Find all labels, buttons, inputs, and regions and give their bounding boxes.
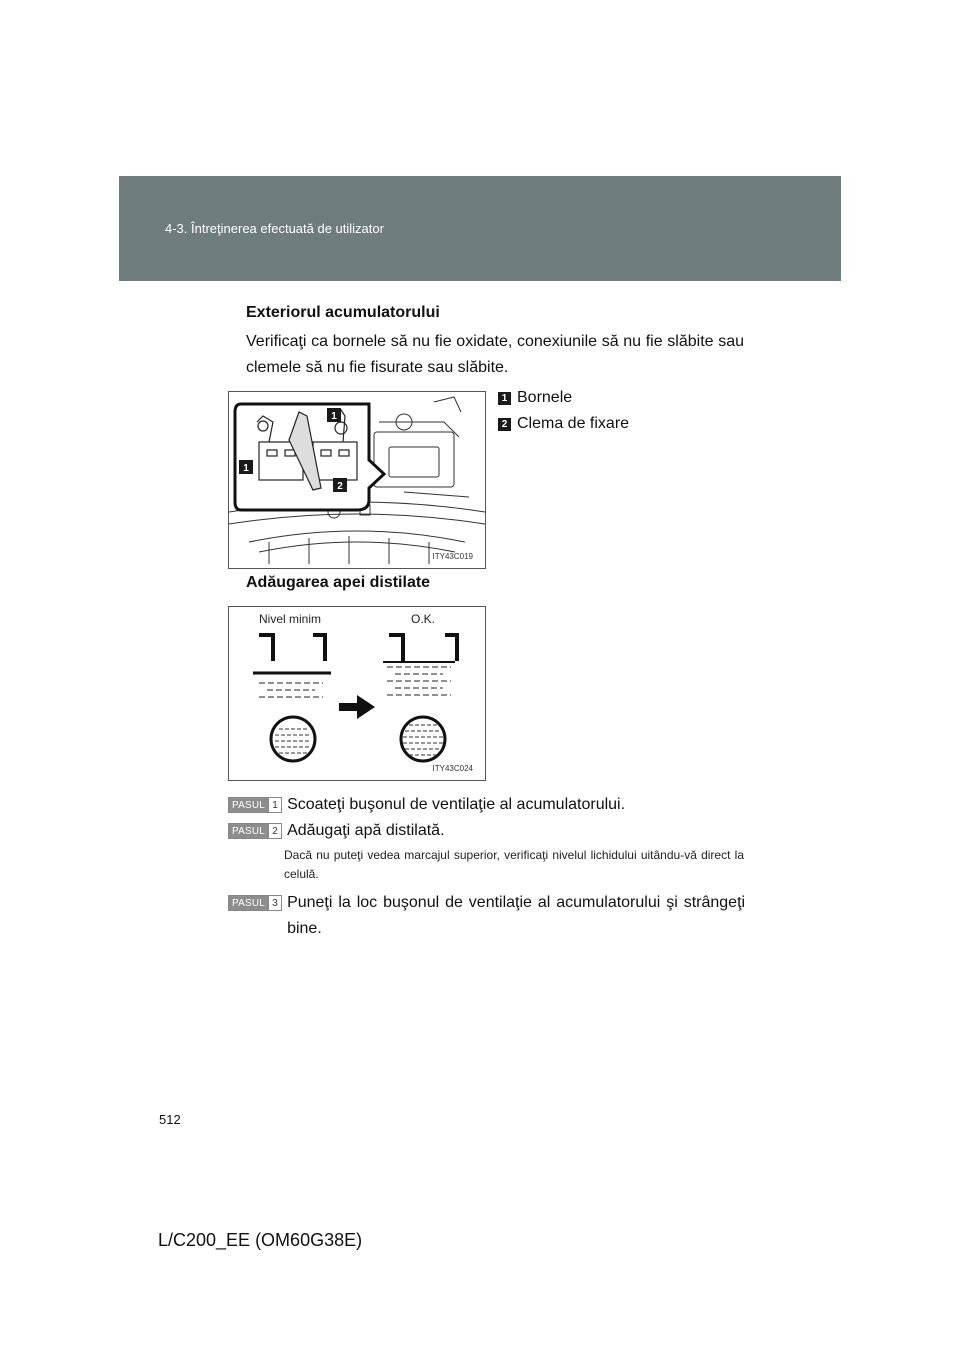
callout-2: 2 xyxy=(337,481,343,492)
step-text: Scoateţi buşonul de ventilaţie al acumulatorului. xyxy=(287,796,626,813)
arrow-right-icon xyxy=(339,695,375,719)
callout-1-upper: 1 xyxy=(331,411,337,422)
distilled-water-heading: Adăugarea apei distilate xyxy=(246,574,431,591)
document-code: L/C200_EE (OM60G38E) xyxy=(158,1230,363,1250)
step-badge xyxy=(228,797,282,813)
step-badge-word: PASUL xyxy=(229,798,268,812)
battery-terminals-figure xyxy=(228,391,486,569)
engine-bay-illustration xyxy=(229,392,485,568)
legend-item-clamp xyxy=(498,413,629,435)
battery-exterior-heading: Exteriorul acumulatorului xyxy=(246,304,440,321)
battery-exterior-body: Verificaţi ca bornele să nu fie oxidate, conexiunile să nu fie slăbite sau clemele să nu fie fisurate sau slăbite. xyxy=(246,333,744,376)
page-number: 512 xyxy=(159,1112,181,1127)
legend-label: Bornele xyxy=(517,389,573,406)
legend-number: 1 xyxy=(498,392,511,405)
section-title: 4-3. Întreţinerea efectuată de utilizator xyxy=(165,221,384,236)
water-level-diagram xyxy=(229,607,485,780)
section-header xyxy=(119,176,841,281)
step-badge-number: 3 xyxy=(268,896,281,910)
figure-code: ITY43C019 xyxy=(432,552,473,561)
callout-1-left: 1 xyxy=(243,463,249,474)
legend-item-terminals xyxy=(498,387,572,409)
ok-level-label: O.K. xyxy=(411,612,436,626)
step-2-note: Dacă nu puteţi vedea marcajul superior, verificaţi nivelul lichidului uitându-vă direct la celulă. xyxy=(284,848,744,881)
min-level-label: Nivel minim xyxy=(259,612,322,626)
legend-label: Clema de fixare xyxy=(517,415,630,432)
step-3 xyxy=(228,890,745,942)
step-2 xyxy=(228,818,745,844)
step-badge-number: 2 xyxy=(268,824,281,838)
step-badge-number: 1 xyxy=(268,798,281,812)
step-1 xyxy=(228,792,745,818)
water-level-figure xyxy=(228,606,486,781)
step-text: Adăugaţi apă distilată. xyxy=(287,822,445,839)
step-badge xyxy=(228,895,282,911)
figure-code: ITY43C024 xyxy=(432,764,473,773)
step-text: Puneţi la loc buşonul de ventilaţie al acumulatorului şi strângeţi bine. xyxy=(287,894,746,937)
step-badge-word: PASUL xyxy=(229,896,268,910)
step-badge-word: PASUL xyxy=(229,824,268,838)
legend-number: 2 xyxy=(498,418,511,431)
step-badge xyxy=(228,823,282,839)
